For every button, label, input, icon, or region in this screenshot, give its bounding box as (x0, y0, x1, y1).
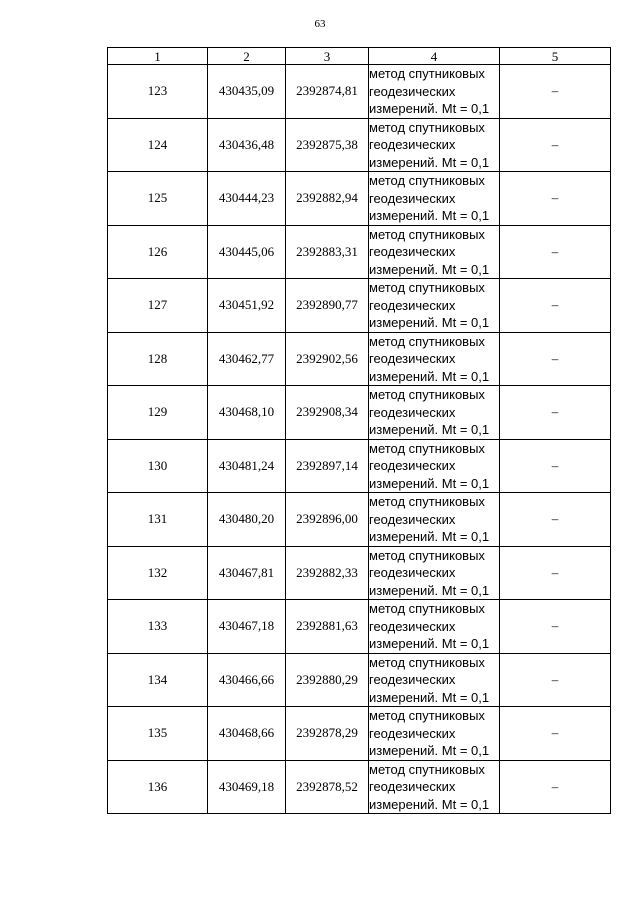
column-header: 5 (500, 48, 611, 65)
method-line: геодезических (369, 618, 456, 634)
method-line: метод спутниковых (369, 226, 485, 242)
method-line: метод спутниковых (369, 494, 485, 509)
note-cell: – (500, 493, 611, 547)
method-line: геодезических (369, 351, 456, 366)
method-line: геодезических (369, 672, 456, 687)
note-cell: – (500, 118, 611, 172)
method-line: метод спутниковых (369, 280, 485, 295)
method-line: геодезических (369, 779, 456, 794)
note-cell: – (500, 653, 611, 707)
method-line: геодезических (369, 458, 456, 473)
note-cell: – (500, 707, 611, 761)
point-number-cell: 135 (108, 707, 208, 761)
method-line: геодезических (369, 565, 456, 580)
y-coordinate-cell: 2392878,29 (286, 707, 369, 761)
table-row (108, 600, 611, 654)
method-line: метод спутниковых (369, 119, 485, 135)
table-row (108, 386, 611, 440)
method-line: измерений. Mt = 0,1 (369, 261, 490, 277)
x-coordinate-cell: 430468,10 (208, 386, 286, 440)
table-row (108, 65, 611, 119)
method-line: измерений. Mt = 0,1 (369, 475, 490, 491)
column-header: 3 (286, 48, 369, 65)
point-number-cell: 124 (108, 118, 208, 172)
method-cell (369, 600, 500, 654)
table-row (108, 439, 611, 493)
method-line: геодезических (369, 297, 456, 313)
table-row (108, 332, 611, 386)
method-line: геодезических (369, 404, 456, 420)
method-line: метод спутниковых (369, 387, 485, 402)
method-line: измерений. Mt = 0,1 (369, 101, 490, 116)
note-cell: – (500, 279, 611, 333)
method-line: измерений. Mt = 0,1 (369, 582, 490, 598)
point-number-cell: 128 (108, 332, 208, 386)
point-number-cell: 133 (108, 600, 208, 654)
x-coordinate-cell: 430480,20 (208, 493, 286, 547)
y-coordinate-cell: 2392882,94 (286, 172, 369, 226)
y-coordinate-cell: 2392874,81 (286, 65, 369, 119)
x-coordinate-cell: 430435,09 (208, 65, 286, 119)
method-cell (369, 118, 500, 172)
x-coordinate-cell: 430481,24 (208, 439, 286, 493)
method-line: метод спутниковых (369, 601, 485, 616)
point-number-cell: 123 (108, 65, 208, 119)
method-line: измерений. Mt = 0,1 (369, 368, 490, 384)
method-line: геодезических (369, 244, 456, 259)
column-header: 4 (369, 48, 500, 65)
column-header: 2 (208, 48, 286, 65)
point-number-cell: 136 (108, 760, 208, 814)
method-line: метод спутниковых (369, 547, 485, 563)
point-number-cell: 125 (108, 172, 208, 226)
y-coordinate-cell: 2392883,31 (286, 225, 369, 279)
table-row (108, 172, 611, 226)
method-cell (369, 707, 500, 761)
method-cell (369, 386, 500, 440)
method-line: измерений. Mt = 0,1 (369, 796, 490, 812)
y-coordinate-cell: 2392902,56 (286, 332, 369, 386)
method-cell (369, 279, 500, 333)
method-line: метод спутниковых (369, 708, 485, 723)
note-cell: – (500, 225, 611, 279)
header-row (108, 48, 611, 65)
method-line: метод спутниковых (369, 761, 485, 777)
method-cell (369, 225, 500, 279)
note-cell: – (500, 65, 611, 119)
point-number-cell: 127 (108, 279, 208, 333)
y-coordinate-cell: 2392882,33 (286, 546, 369, 600)
x-coordinate-cell: 430451,92 (208, 279, 286, 333)
method-line: измерений. Mt = 0,1 (369, 689, 490, 705)
method-cell (369, 546, 500, 600)
coordinates-table (107, 47, 611, 814)
method-line: геодезических (369, 725, 456, 741)
x-coordinate-cell: 430468,66 (208, 707, 286, 761)
method-line: метод спутниковых (369, 440, 485, 456)
method-line: измерений. Mt = 0,1 (369, 422, 490, 437)
method-cell (369, 439, 500, 493)
method-line: метод спутниковых (369, 173, 485, 188)
note-cell: – (500, 386, 611, 440)
table-row (108, 653, 611, 707)
method-line: метод спутниковых (369, 66, 485, 81)
x-coordinate-cell: 430467,18 (208, 600, 286, 654)
table-row (108, 760, 611, 814)
point-number-cell: 126 (108, 225, 208, 279)
x-coordinate-cell: 430469,18 (208, 760, 286, 814)
x-coordinate-cell: 430436,48 (208, 118, 286, 172)
method-line: измерений. Mt = 0,1 (369, 529, 490, 544)
y-coordinate-cell: 2392875,38 (286, 118, 369, 172)
method-cell (369, 653, 500, 707)
point-number-cell: 130 (108, 439, 208, 493)
method-line: измерений. Mt = 0,1 (369, 743, 490, 758)
y-coordinate-cell: 2392890,77 (286, 279, 369, 333)
method-line: метод спутниковых (369, 333, 485, 349)
note-cell: – (500, 546, 611, 600)
table-row (108, 225, 611, 279)
method-cell (369, 493, 500, 547)
method-cell (369, 760, 500, 814)
x-coordinate-cell: 430444,23 (208, 172, 286, 226)
note-cell: – (500, 600, 611, 654)
table-row (108, 493, 611, 547)
y-coordinate-cell: 2392880,29 (286, 653, 369, 707)
table-row (108, 118, 611, 172)
point-number-cell: 132 (108, 546, 208, 600)
table-body (108, 65, 611, 814)
point-number-cell: 131 (108, 493, 208, 547)
method-line: измерений. Mt = 0,1 (369, 154, 490, 170)
y-coordinate-cell: 2392878,52 (286, 760, 369, 814)
method-line: геодезических (369, 137, 456, 152)
method-line: геодезических (369, 83, 456, 99)
y-coordinate-cell: 2392881,63 (286, 600, 369, 654)
note-cell: – (500, 332, 611, 386)
note-cell: – (500, 172, 611, 226)
point-number-cell: 129 (108, 386, 208, 440)
x-coordinate-cell: 430445,06 (208, 225, 286, 279)
page-number: 63 (314, 18, 326, 30)
x-coordinate-cell: 430466,66 (208, 653, 286, 707)
method-line: измерений. Mt = 0,1 (369, 636, 490, 651)
method-cell (369, 172, 500, 226)
method-line: измерений. Mt = 0,1 (369, 315, 490, 330)
method-cell (369, 332, 500, 386)
y-coordinate-cell: 2392896,00 (286, 493, 369, 547)
method-line: метод спутниковых (369, 654, 485, 670)
point-number-cell: 134 (108, 653, 208, 707)
table-row (108, 707, 611, 761)
method-line: геодезических (369, 190, 456, 206)
y-coordinate-cell: 2392908,34 (286, 386, 369, 440)
table-row (108, 279, 611, 333)
method-line: геодезических (369, 511, 456, 527)
method-cell (369, 65, 500, 119)
x-coordinate-cell: 430467,81 (208, 546, 286, 600)
x-coordinate-cell: 430462,77 (208, 332, 286, 386)
method-line: измерений. Mt = 0,1 (369, 208, 490, 223)
y-coordinate-cell: 2392897,14 (286, 439, 369, 493)
note-cell: – (500, 439, 611, 493)
note-cell: – (500, 760, 611, 814)
column-header: 1 (108, 48, 208, 65)
table-row (108, 546, 611, 600)
